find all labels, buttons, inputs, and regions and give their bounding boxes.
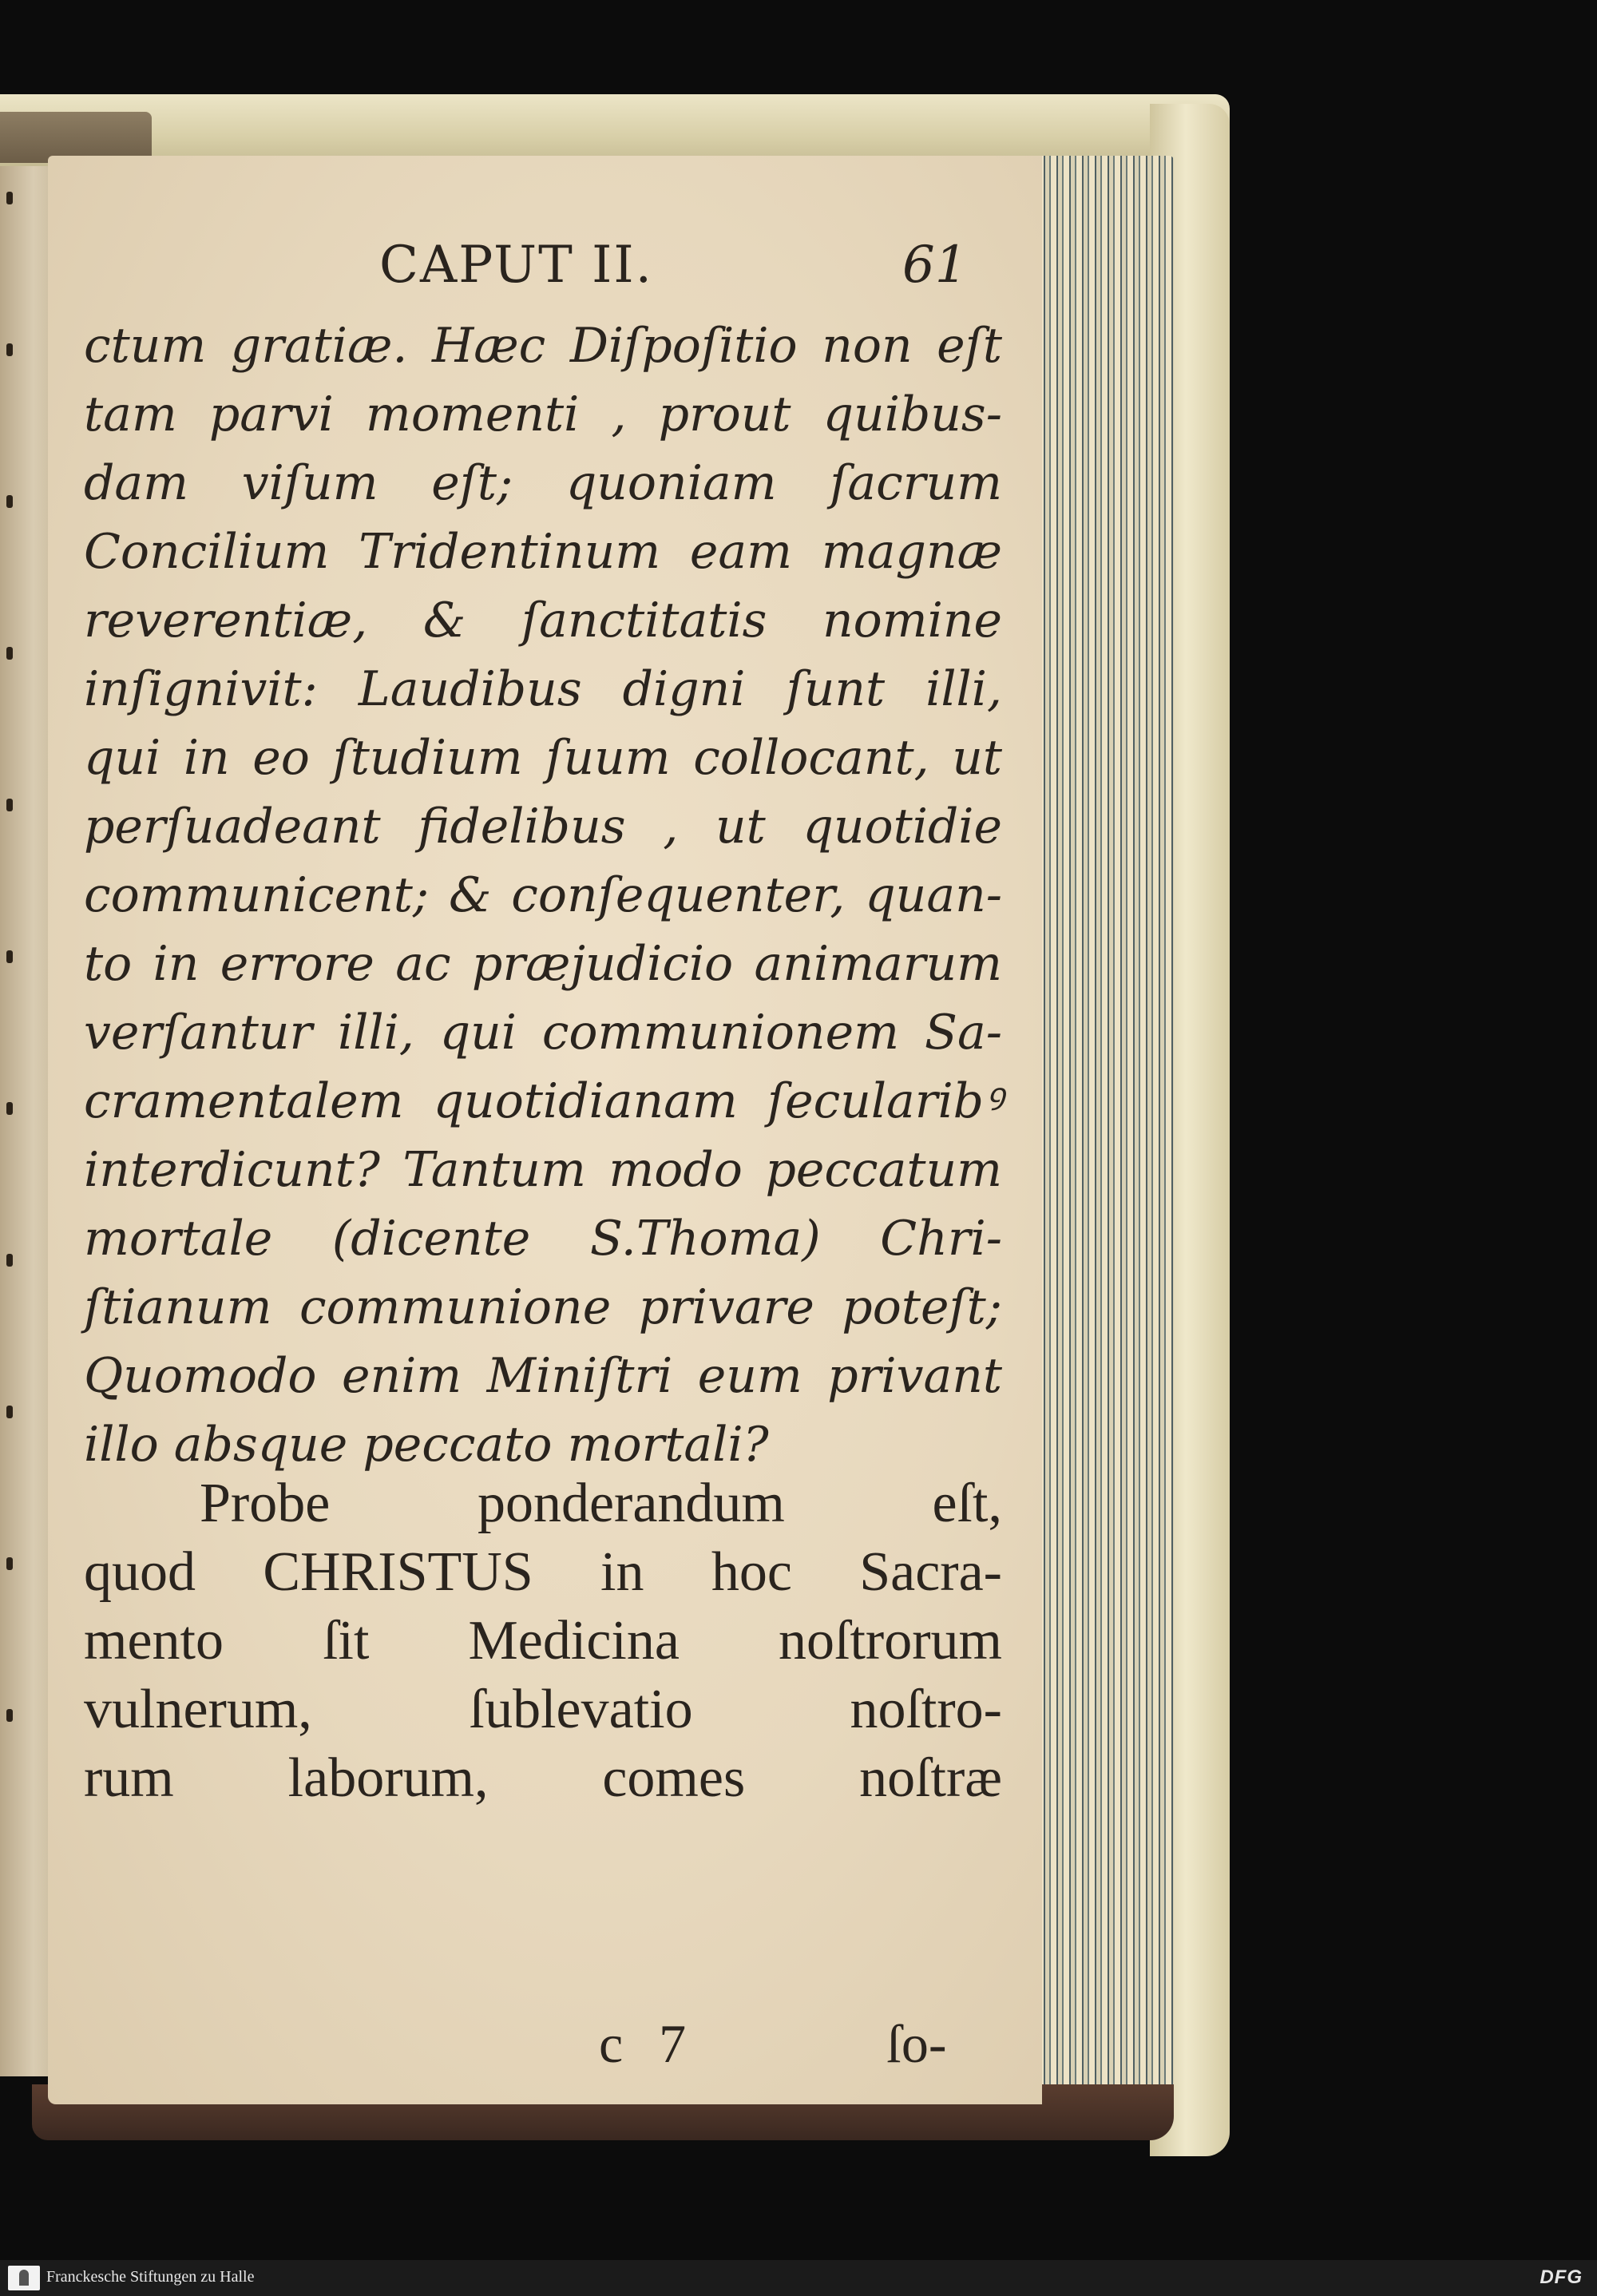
text-line: vulnerum, ſublevatio noſtro- (84, 1679, 1002, 1740)
credit-bar (0, 2260, 1597, 2296)
text-line: mortale (dicente S.Thoma) Chri- (84, 1211, 1002, 1267)
text-line: Concilium Tridentinum eam magnæ (84, 524, 1002, 580)
text-line: Probe ponderandum eſt, (200, 1473, 1002, 1534)
italic-paragraph (84, 311, 1002, 1479)
text-line: ctum gratiæ. Hæc Diſpoſitio non eſt (84, 318, 1002, 374)
page-footer (48, 2012, 1042, 2084)
funder-logo: DFG (1540, 2266, 1583, 2288)
text-line: Quomodo enim Miniſtri eum privant (84, 1348, 1002, 1404)
text-line: ſtianum communione privare poteſt; (84, 1279, 1002, 1335)
text-line: quod CHRISTUS in hoc Sacra- (84, 1541, 1002, 1603)
text-line: to in errore ac præjudicio animarum (84, 936, 1002, 992)
page-block-edges (1038, 156, 1174, 2104)
text-line: reverentiæ, & ſanctitatis nomine (84, 593, 1002, 648)
text-line: interdicunt? Tantum modo peccatum (84, 1142, 1002, 1198)
signature-mark: c 7 (599, 2013, 698, 2074)
text-line: verſantur illi, qui communionem Sa- (84, 1005, 1002, 1061)
institution-logo-icon (8, 2266, 40, 2290)
book-page (48, 156, 1042, 2104)
text-line: mento ſit Medicina noſtrorum (84, 1610, 1002, 1671)
text-line: dam viſum eſt; quoniam ſacrum (84, 455, 1002, 511)
roman-paragraph (84, 1469, 1002, 1813)
catchword: ſo- (886, 2013, 947, 2074)
text-line: cramentalem quotidianam ſecularibꝰ (84, 1073, 1002, 1129)
text-line: qui in eo ſtudium ſuum collocant, ut (84, 730, 1002, 786)
text-line: perſuadeant fidelibus , ut quotidie (84, 799, 1002, 855)
text-line: rum laborum, comes noſtræ (84, 1747, 1002, 1809)
page-header (48, 236, 1042, 307)
page-number: 61 (902, 236, 968, 295)
text-line: tam parvi momenti , prout quibus- (84, 387, 1002, 442)
text-line: illo absque peccato mortali? (84, 1417, 769, 1473)
running-head: CAPUT II. (379, 236, 653, 295)
text-line: inſignivit: Laudibus digni ſunt illi, (84, 661, 1002, 717)
text-line: communicent; & conſequenter, quan- (84, 867, 1002, 923)
institution-name: Franckesche Stiftungen zu Halle (46, 2268, 255, 2286)
